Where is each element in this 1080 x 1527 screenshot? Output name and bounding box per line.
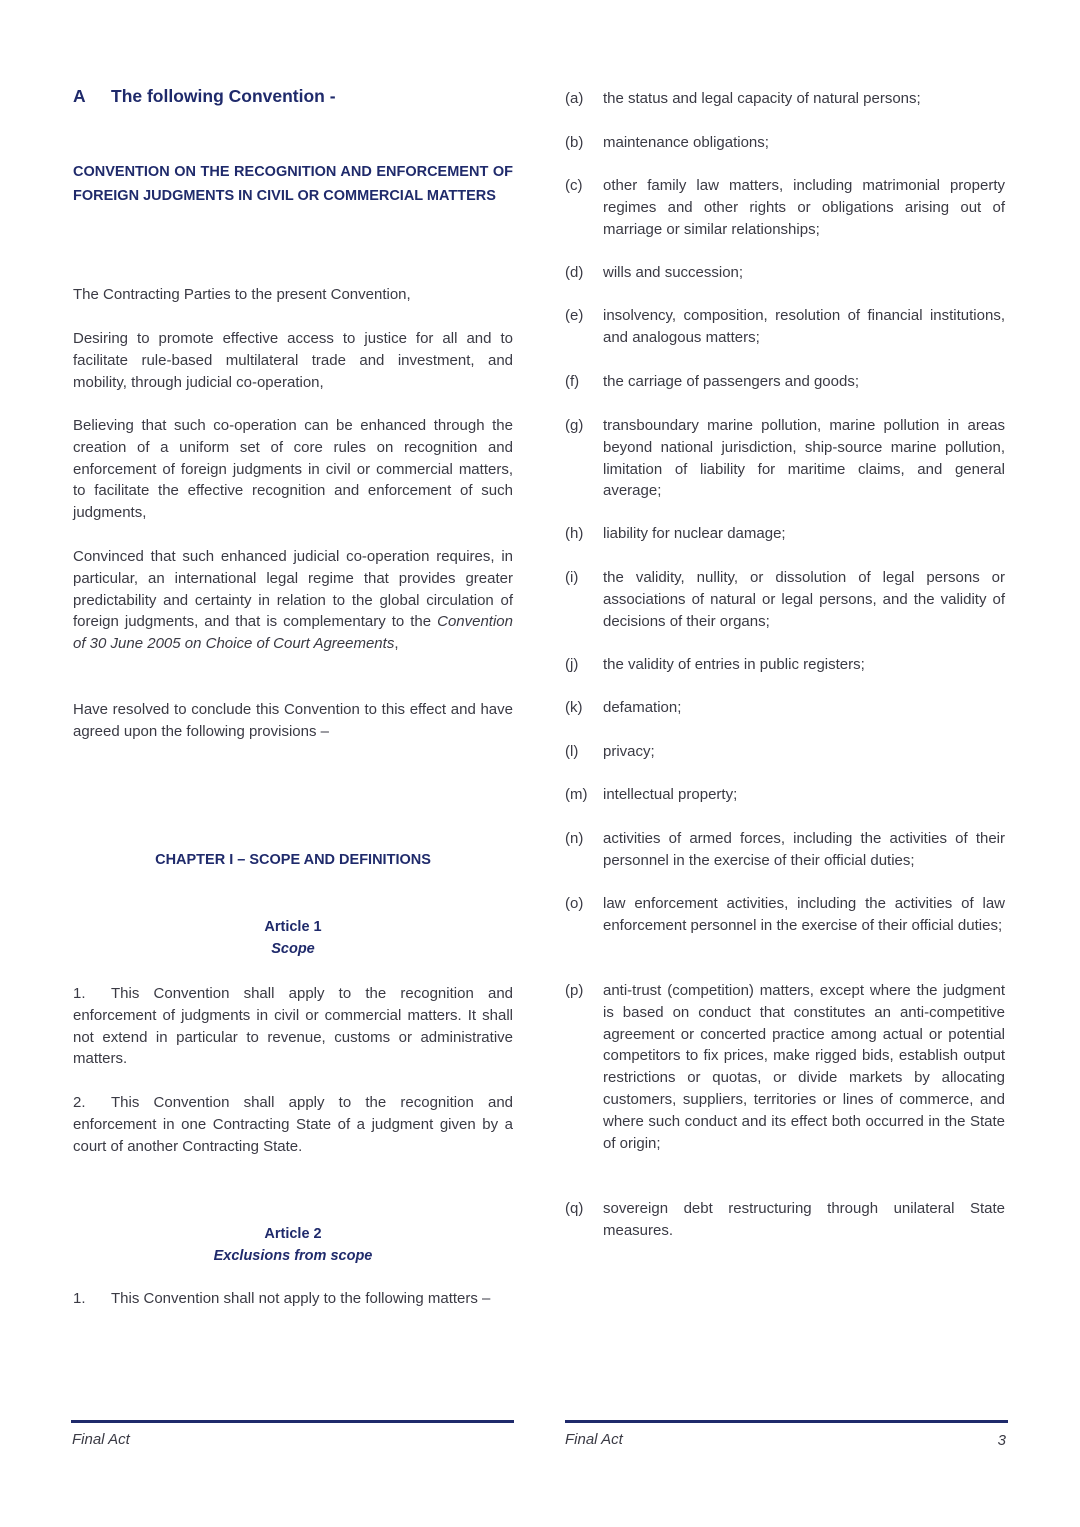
- exclusion-label: (d): [565, 264, 584, 281]
- exclusion-text: sovereign debt restructuring through unilateral State measures.: [603, 1200, 1005, 1239]
- exclusion-text: other family law matters, including matrimonial property regimes and other rights or obligations arising out of marriage or similar relationships;: [603, 177, 1005, 238]
- exclusion-item: [565, 88, 1005, 110]
- article-1-number: Article 1: [264, 919, 322, 935]
- exclusion-text: insolvency, composition, resolution of financial institutions, and analogous matters;: [603, 307, 1005, 346]
- exclusion-text: privacy;: [603, 743, 655, 760]
- exclusion-item: [565, 784, 1005, 806]
- exclusion-text: liability for nuclear damage;: [603, 525, 786, 542]
- exclusion-label: (k): [565, 699, 583, 716]
- article-2-heading: [73, 1223, 513, 1267]
- exclusion-label: (h): [565, 525, 584, 542]
- exclusion-item: [565, 654, 1005, 676]
- preamble-convinced-text: Convinced that such enhanced judicial co-operation requires, in particular, an international legal regime that provides greater predictability and certainty in relation to the global circulation of foreign judgments, and that is complementary to the: [73, 548, 513, 631]
- exclusion-text: the validity of entries in public registers;: [603, 656, 865, 673]
- exclusion-label: (j): [565, 656, 579, 673]
- preamble-convinced: [73, 546, 513, 655]
- exclusion-text: the validity, nullity, or dissolution of legal persons or associations of natural or legal persons, and the validity of decisions of their organs;: [603, 569, 1005, 630]
- page-number: 3: [997, 1432, 1006, 1449]
- article-2-para-1-text: This Convention shall not apply to the following matters –: [111, 1290, 491, 1307]
- exclusion-label: (o): [565, 895, 584, 912]
- exclusion-item: [565, 893, 1005, 937]
- footer-left-label: Final Act: [72, 1431, 130, 1448]
- exclusion-text: intellectual property;: [603, 786, 738, 803]
- article-2-para-1: [73, 1288, 513, 1310]
- exclusion-text: anti-trust (competition) matters, except where the judgment is based on conduct that constitutes an anti-competitive agreement or concerted practice among actual or potential competitors to fix prices, make rigged bids, establish output restrictions or quotas, or divide markets by allocating customers, suppliers, territories or lines of commerce, and where such conduct and its effect both occurred in the State of origin;: [603, 982, 1005, 1152]
- article-2-name: Exclusions from scope: [213, 1248, 373, 1264]
- exclusion-text: wills and succession;: [603, 264, 744, 281]
- article-1-para-1-number: 1.: [73, 985, 86, 1002]
- exclusion-item: [565, 697, 1005, 719]
- exclusion-label: (n): [565, 830, 584, 847]
- article-1-para-2-number: 2.: [73, 1094, 86, 1111]
- article-1-para-2: [73, 1092, 513, 1157]
- article-2-number: Article 2: [264, 1226, 322, 1242]
- exclusion-label: (q): [565, 1200, 584, 1217]
- preamble-convinced-end: ,: [394, 635, 399, 653]
- exclusion-label: (p): [565, 982, 584, 999]
- exclusion-label: (b): [565, 134, 584, 151]
- section-letter: A: [73, 86, 86, 106]
- exclusion-label: (i): [565, 569, 579, 586]
- exclusion-label: (e): [565, 307, 584, 324]
- footer-right-label: Final Act: [565, 1431, 623, 1448]
- article-1-para-2-text: This Convention shall apply to the recognition and enforcement in one Contracting State of a judgment given by a court of another Contracting State.: [73, 1094, 513, 1155]
- article-2-para-1-number: 1.: [73, 1290, 86, 1307]
- exclusion-item: [565, 1198, 1005, 1242]
- exclusion-label: (c): [565, 177, 583, 194]
- exclusion-text: the status and legal capacity of natural persons;: [603, 90, 921, 107]
- preamble-convinced-reference: Convention of 30 June 2005 on Choice of Court Agreements: [73, 613, 513, 653]
- exclusion-label: (a): [565, 90, 584, 107]
- exclusion-item: [565, 262, 1005, 284]
- article-1-name: Scope: [271, 941, 315, 957]
- exclusion-item: [565, 567, 1005, 632]
- exclusion-text: the carriage of passengers and goods;: [603, 373, 860, 390]
- exclusion-label: (l): [565, 743, 579, 760]
- exclusion-item: [565, 371, 1005, 393]
- exclusion-item: [565, 741, 1005, 763]
- exclusion-item: [565, 523, 1005, 545]
- exclusion-text: activities of armed forces, including the activities of their personnel in the exercise of their official duties;: [603, 830, 1005, 869]
- section-heading: [73, 86, 336, 107]
- exclusion-text: defamation;: [603, 699, 682, 716]
- convention-title: CONVENTION ON THE RECOGNITION AND ENFORCEMENT OF FOREIGN JUDGMENTS IN CIVIL OR COMMERCIAL MATTERS: [73, 164, 513, 204]
- exclusion-text: maintenance obligations;: [603, 134, 769, 151]
- exclusion-label: (f): [565, 373, 580, 390]
- exclusion-item: [565, 828, 1005, 872]
- preamble-desiring: Desiring to promote effective access to justice for all and to facilitate rule-based multilateral trade and investment, and mobility, through judicial co-operation,: [73, 330, 513, 391]
- preamble-intro: The Contracting Parties to the present Convention,: [73, 286, 411, 303]
- exclusion-label: (m): [565, 786, 588, 803]
- preamble-believing: Believing that such co-operation can be enhanced through the creation of a uniform set of core rules on recognition and enforcement of foreign judgments in civil or commercial matters, to facilitate the effective recognition and enforcement of such judgments,: [73, 417, 513, 522]
- section-title: The following Convention -: [111, 86, 336, 106]
- exclusion-text: law enforcement activities, including the activities of law enforcement personnel in the exercise of their official duties;: [603, 895, 1005, 934]
- article-1-heading: [73, 916, 513, 960]
- exclusion-item: [565, 175, 1005, 240]
- exclusion-item: [565, 132, 1005, 154]
- exclusion-text: transboundary marine pollution, marine pollution in areas beyond national jurisdiction, ship-source marine pollution, limitation of liability for maritime claims, and general average;: [603, 417, 1005, 500]
- chapter-heading: CHAPTER I – SCOPE AND DEFINITIONS: [155, 852, 431, 868]
- exclusion-item: [565, 415, 1005, 502]
- article-1-para-1-text: This Convention shall apply to the recognition and enforcement of judgments in civil or commercial matters. It shall not extend in particular to revenue, customs or administrative matters.: [73, 985, 513, 1068]
- exclusion-item: [565, 980, 1005, 1154]
- footer-rule-left: [71, 1420, 514, 1423]
- article-1-para-1: [73, 983, 513, 1070]
- footer-rule-right: [565, 1420, 1008, 1423]
- exclusion-item: [565, 305, 1005, 349]
- preamble-resolved: Have resolved to conclude this Convention to this effect and have agreed upon the following provisions –: [73, 701, 513, 740]
- exclusion-label: (g): [565, 417, 584, 434]
